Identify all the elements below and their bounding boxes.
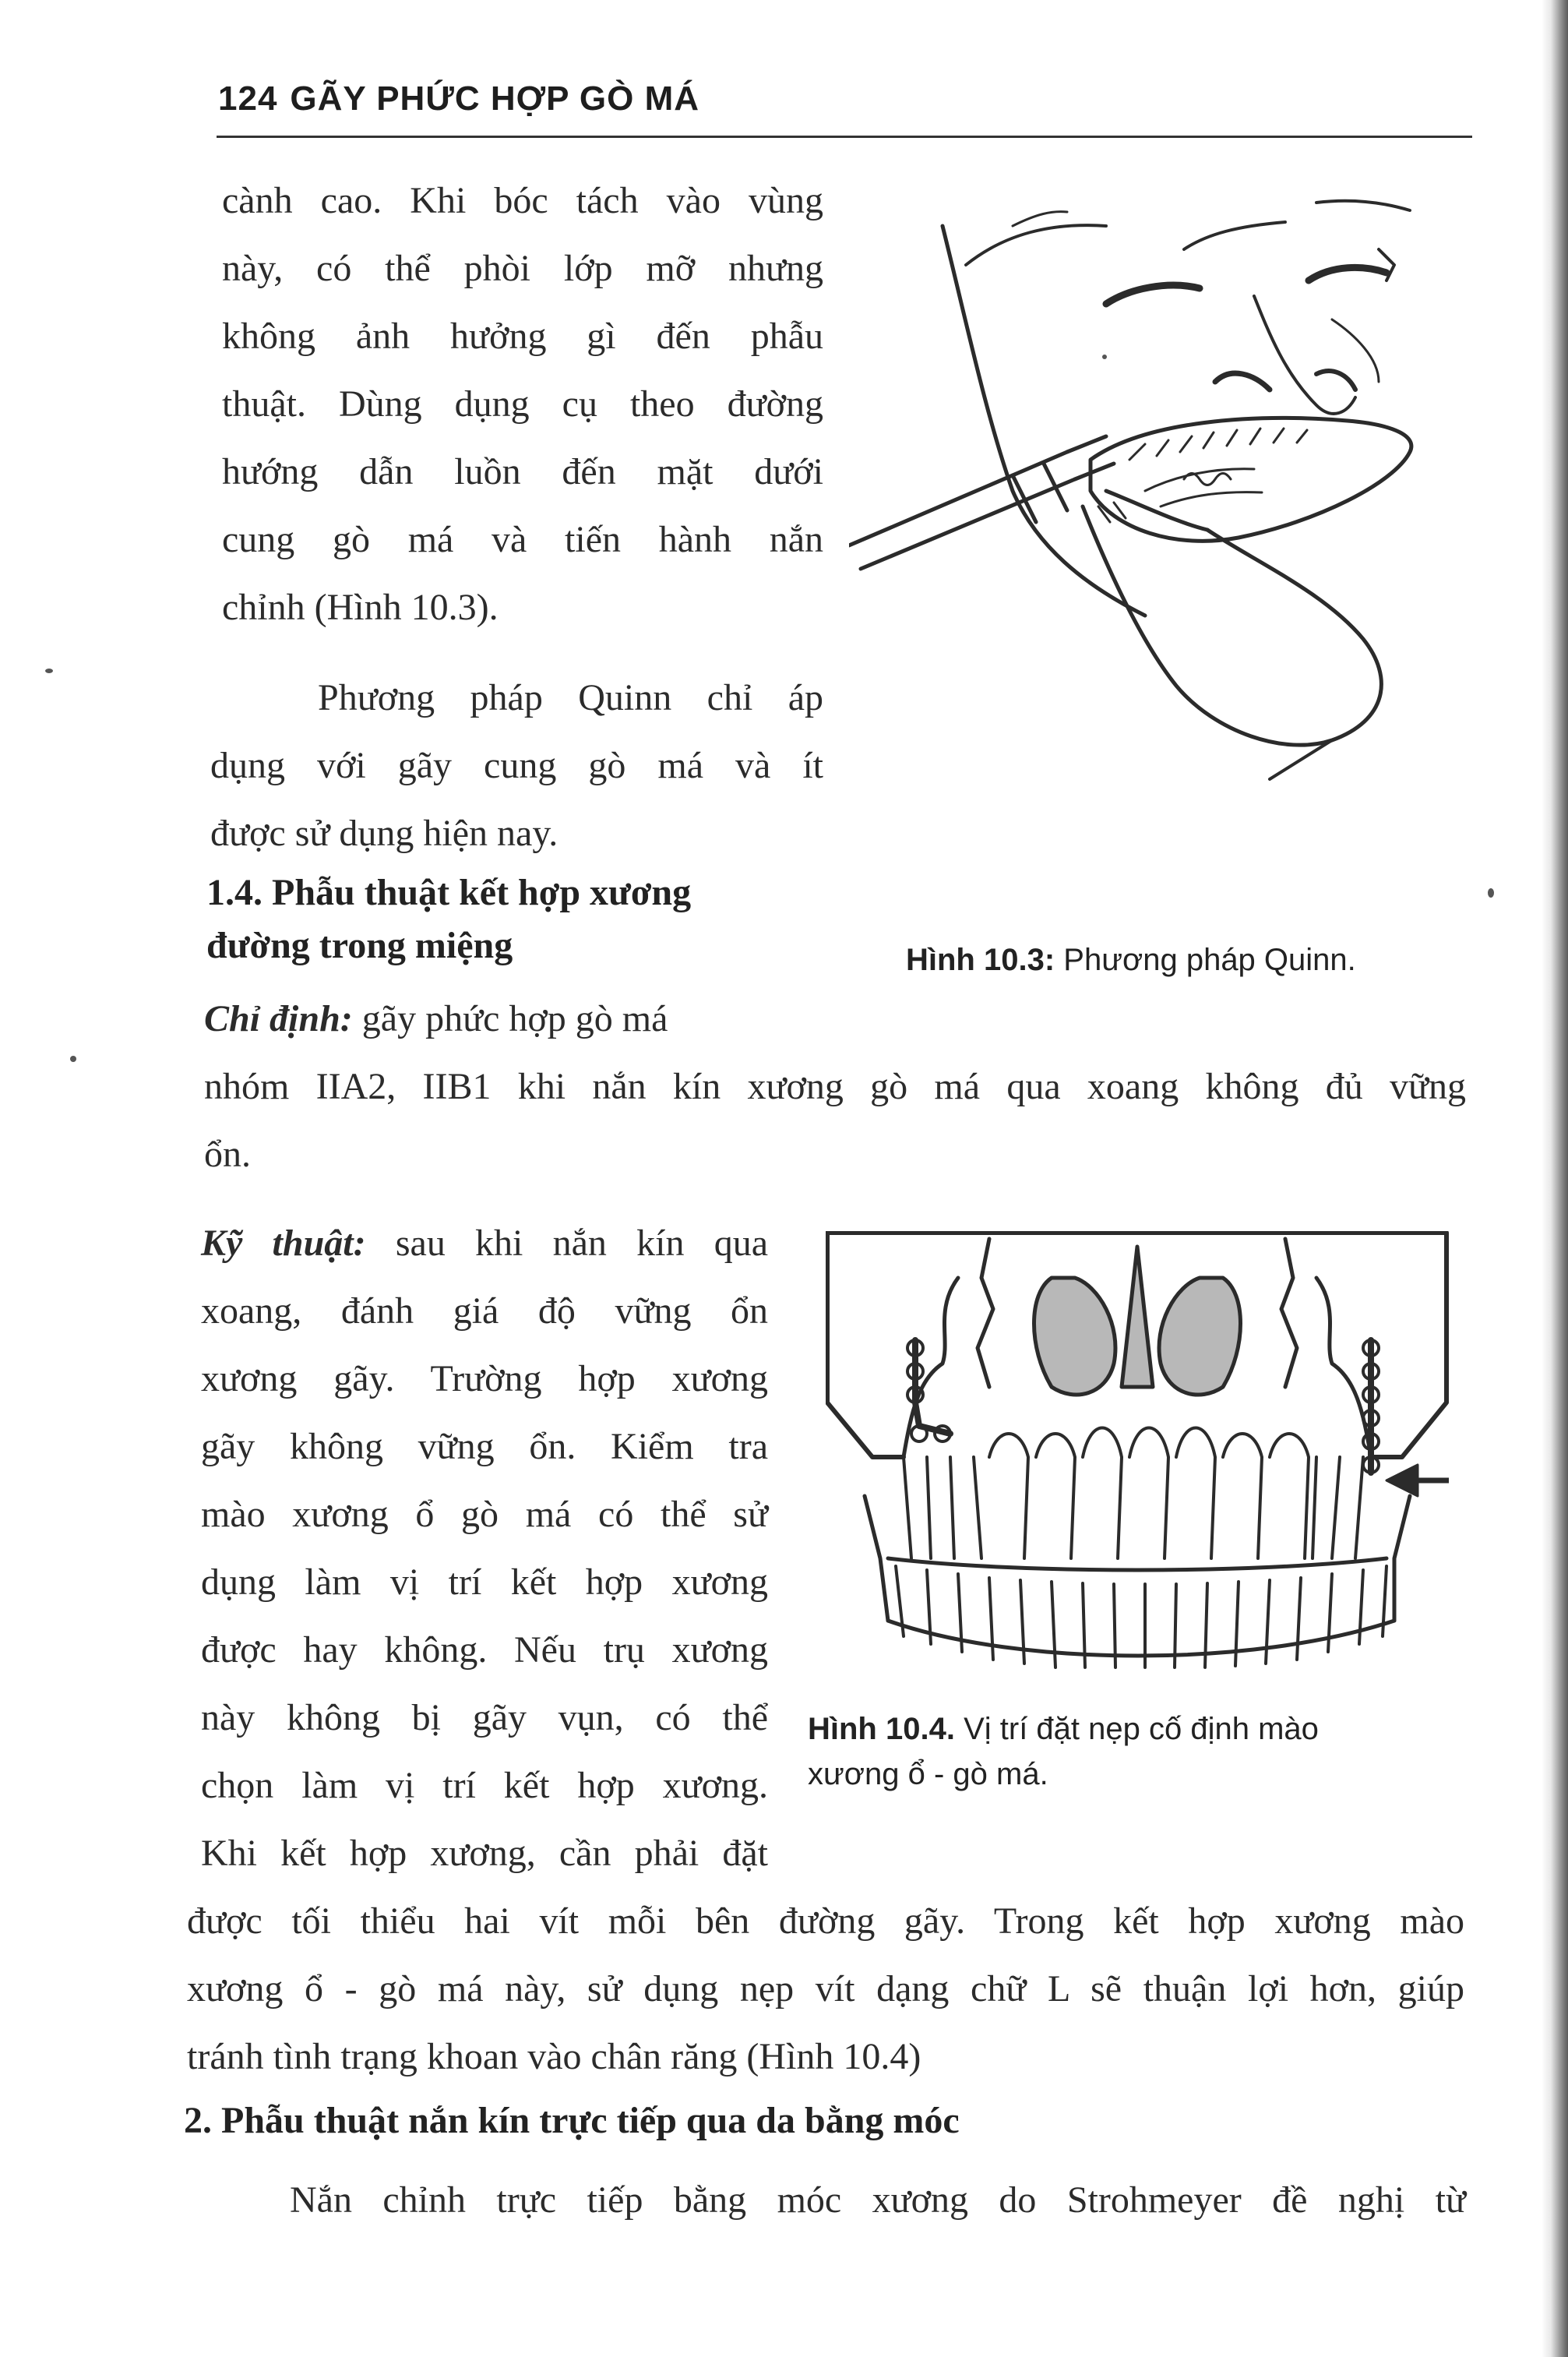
- technique-line: [201, 1209, 768, 1277]
- indication-text: gãy phức hợp gò má: [361, 998, 668, 1039]
- figure-10-3-label: Hình 10.3:: [906, 943, 1055, 977]
- text-line: xoang, đánh giá độ vững ổn: [201, 1290, 768, 1332]
- figure-10-3-illustration: [849, 179, 1472, 927]
- text-line: tránh tình trạng khoan vào chân răng (Hình 10.4): [187, 2036, 921, 2077]
- running-header: [218, 79, 699, 118]
- figure-10-4-text-1: Vị trí đặt nẹp cố định mào: [964, 1712, 1319, 1746]
- text-line: được sử dụng hiện nay.: [210, 813, 558, 854]
- text-line: mào xương ổ gò má có thể sử: [201, 1494, 768, 1535]
- figure-10-4-label: Hình 10.4.: [808, 1712, 955, 1746]
- text-line: được tối thiểu hai vít mỗi bên đường gãy. Trong kết hợp xương mào: [187, 1900, 1464, 1942]
- figure-10-4-caption-cont: xương ổ - gò má.: [808, 1757, 1048, 1791]
- section-heading-2: 2. Phẫu thuật nắn kín trực tiếp qua da bằng móc: [184, 2100, 960, 2141]
- figure-10-4-caption: [808, 1706, 1319, 1752]
- text-line: Khi kết hợp xương, cần phải đặt: [201, 1833, 768, 1874]
- text-line: được hay không. Nếu trụ xương: [201, 1629, 768, 1671]
- text-line: nhóm IIA2, IIB1 khi nắn kín xương gò má qua xoang không đủ vững: [204, 1066, 1466, 1107]
- text-line: xương ổ - gò má này, sử dụng nẹp vít dạng chữ L sẽ thuận lợi hơn, giúp: [187, 1968, 1464, 2009]
- text-line: gãy không vững ổn. Kiểm tra: [201, 1426, 768, 1467]
- text-line: Nắn chỉnh trực tiếp bằng móc xương do Strohmeyer đề nghị từ: [290, 2179, 1466, 2221]
- text-line: ổn.: [204, 1134, 251, 1175]
- text-line: chỉnh (Hình 10.3).: [222, 587, 499, 628]
- header-rule: [217, 136, 1472, 138]
- scan-page-edge: [1542, 0, 1568, 2357]
- scan-speck: [45, 669, 53, 673]
- technique-text: sau khi nắn kín qua: [395, 1223, 768, 1264]
- section-heading-1-4: 1.4. Phẫu thuật kết hợp xương: [206, 872, 692, 913]
- text-line: không ảnh hưởng gì đến phẫu: [222, 316, 823, 357]
- scan-speck: [1488, 888, 1494, 898]
- page-number: 124: [218, 79, 278, 118]
- scan-speck: [70, 1056, 76, 1062]
- figure-10-3-caption: [906, 937, 1356, 983]
- indication-line: [204, 985, 827, 1053]
- indication-label: Chỉ định:: [204, 998, 353, 1039]
- chapter-title: GÃY PHỨC HỢP GÒ MÁ: [290, 79, 700, 118]
- text-line: xương gãy. Trường hợp xương: [201, 1358, 768, 1399]
- figure-10-3-text: Phương pháp Quinn.: [1063, 943, 1356, 977]
- text-line: dụng làm vị trí kết hợp xương: [201, 1561, 768, 1603]
- text-line: cung gò má và tiến hành nắn: [222, 519, 823, 560]
- text-line: cành cao. Khi bóc tách vào vùng: [222, 180, 823, 221]
- text-line: thuật. Dùng dụng cụ theo đường: [222, 383, 823, 425]
- text-line: chọn làm vị trí kết hợp xương.: [201, 1765, 768, 1806]
- text-line: này không bị gãy vụn, có thể: [201, 1697, 768, 1738]
- text-line: Phương pháp Quinn chỉ áp: [318, 677, 823, 718]
- scan-speck: [1102, 355, 1107, 359]
- text-line: này, có thể phòi lớp mỡ nhưng: [222, 248, 823, 289]
- text-line: hướng dẫn luồn đến mặt dưới: [222, 451, 823, 492]
- figure-10-4-illustration: [826, 1231, 1449, 1699]
- technique-label: Kỹ thuật:: [201, 1223, 366, 1264]
- section-heading-1-4-cont: đường trong miệng: [206, 925, 513, 966]
- text-line: dụng với gãy cung gò má và ít: [210, 745, 823, 786]
